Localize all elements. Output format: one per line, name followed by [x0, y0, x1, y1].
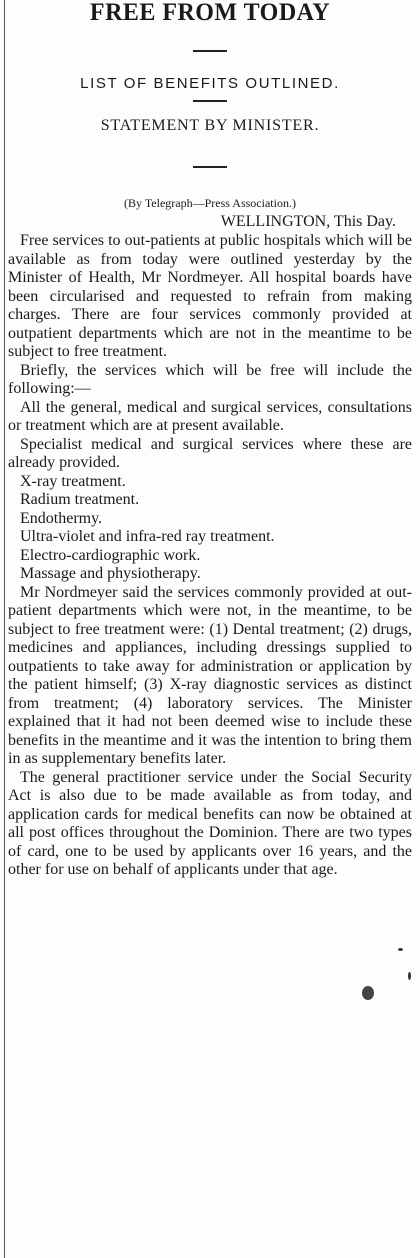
subheading-benefits: LIST OF BENEFITS OUTLINED. — [80, 75, 340, 92]
list-item: Radium treatment. — [20, 491, 140, 508]
paragraph: Free services to out-patients at public hospitals which will be available as from today were outlined yesterday by the Minister of Health, Mr Nordmeyer. All hospital boards have been circularised and requested to refrain from making charges. There are four services commonly provided at outpatient departments which are not in the meantime to be subject to free treatment. — [8, 232, 412, 360]
paragraph: Briefly, the services which will be free will include the following:— — [8, 361, 412, 397]
list-item: Endothermy. — [20, 509, 103, 527]
print-blot — [362, 986, 374, 1000]
headline: FREE FROM TODAY — [89, 0, 331, 26]
list-item: Ultra-violet and infra-red ray treatment. — [20, 528, 275, 545]
divider — [193, 50, 227, 52]
paragraph: Mr Nordmeyer said the services commonly provided at out-patient departments which were not, in the meantime, to be subject to free treatment were: (1) Dental treatment; (2) drugs, medicines and appliances, including dressings supplied to outpatients to take away for administration or application by the patient himself; (3) X-ray diagnostic services as distinct from treatment; (4) laboratory services. The Minister explained that it had not been deemed wise to include these benefits in the meantime and it was the intention to bring them in as supplementary benefits later. — [8, 583, 412, 767]
list-item: All the general, medical and surgical services, consultations or treatment which are at present available. — [8, 398, 412, 434]
press-credit: (By Telegraph—Press Association.) — [124, 196, 296, 210]
list-item: Specialist medical and surgical services where these are already provided. — [8, 435, 412, 471]
article-body — [8, 232, 412, 880]
list-item: Electro-cardiographic work. — [20, 546, 201, 564]
column-rule — [4, 0, 5, 1258]
dateline: WELLINGTON, This Day. — [220, 213, 396, 230]
print-speck — [408, 972, 411, 980]
divider — [193, 166, 227, 168]
paragraph: The general practitioner service under the Social Security Act is also due to be made available as from today, and application cards for medical benefits can now be obtained at all post offices throughout the Dominion. There are two types of card, one to be used by applicants over 16 years, and the other for use on behalf of applicants under that age. — [8, 768, 412, 878]
list-item: X-ray treatment. — [20, 472, 126, 490]
article — [8, 0, 412, 880]
subheading-statement: STATEMENT BY MINISTER. — [100, 117, 320, 134]
print-speck — [398, 948, 403, 951]
divider — [193, 100, 227, 102]
list-item: Massage and physiotherapy. — [20, 565, 201, 582]
